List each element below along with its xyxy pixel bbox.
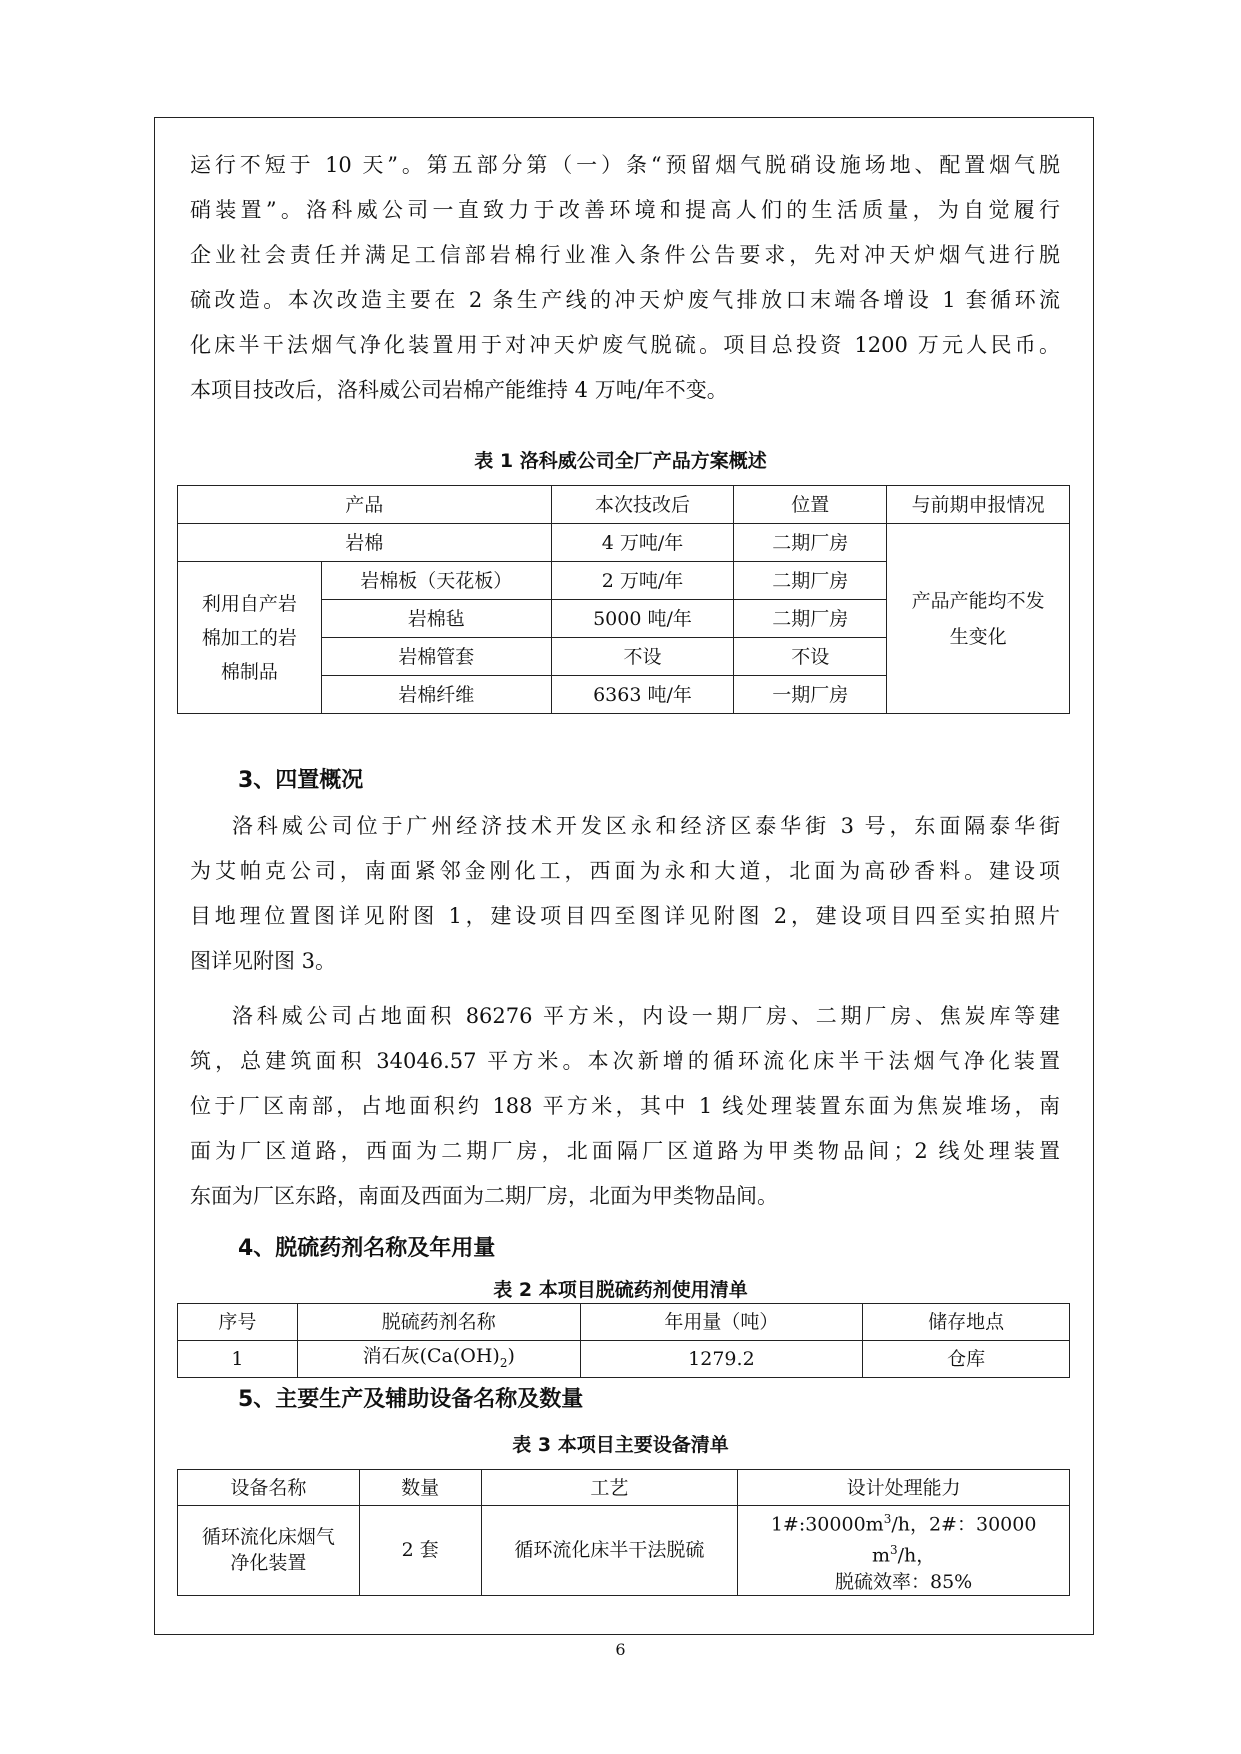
capacity-superscript: 3 [883, 1512, 892, 1526]
table1-caption: 表 1 洛科威公司全厂产品方案概述 [474, 450, 767, 472]
section3-paragraph-1 [190, 804, 1060, 984]
table-cell: 2 套 [359, 1506, 481, 1596]
table-header-cell: 设备名称 [178, 1470, 360, 1506]
text-line: 东面为厂区东路，南面及西面为二期厂房，北面为甲类物品间。 [190, 1184, 778, 1208]
text-line: 位于厂区南部，占地面积约 188 平方米，其中 1 线处理装置东面为焦炭堆场，南 [190, 1094, 1060, 1118]
table-header-cell: 本次技改后 [551, 486, 734, 524]
equipment-table [177, 1469, 1070, 1596]
table-cell: 1 [178, 1341, 298, 1378]
section4-heading: 4、脱硫药剂名称及年用量 [238, 1236, 496, 1261]
intro-paragraph [190, 143, 1060, 413]
table-cell: 一期厂房 [734, 676, 887, 714]
table-row [178, 1341, 1070, 1378]
table3-caption: 表 3 本项目主要设备清单 [512, 1434, 729, 1456]
table-cell-agent [297, 1341, 580, 1378]
table-header-row [178, 486, 1070, 524]
agent-name: 消石灰(Ca(OH) [362, 1344, 500, 1367]
section5-heading: 5、主要生产及辅助设备名称及数量 [238, 1387, 584, 1412]
text-line: 目地理位置图详见附图 1，建设项目四至图详见附图 2，建设项目四至实拍照片 [190, 904, 1060, 928]
table-header-row [178, 1304, 1070, 1341]
table-cell: 二期厂房 [734, 562, 887, 600]
text-line: 洛科威公司占地面积 86276 平方米，内设一期厂房、二期厂房、焦炭库等建 [232, 1004, 1060, 1028]
table-header-cell: 数量 [359, 1470, 481, 1506]
equipment-name-line: 循环流化床烟气 [201, 1526, 335, 1549]
table-cell: 4 万吨/年 [551, 524, 734, 562]
table-cell: 6363 吨/年 [551, 676, 734, 714]
table-header-cell: 位置 [734, 486, 887, 524]
table-cell: 岩棉毡 [321, 600, 551, 638]
table-header-cell: 与前期申报情况 [887, 486, 1070, 524]
table-cell-group [178, 562, 322, 714]
text-line: 运行不短于 10 天”。第五部分第（一）条“预留烟气脱硝设施场地、配置烟气脱 [190, 153, 1060, 177]
table-cell-capacity [738, 1506, 1070, 1596]
text-line: 为艾帕克公司，南面紧邻金刚化工，西面为永和大道，北面为高砂香料。建设项 [190, 859, 1060, 883]
product-table [177, 485, 1070, 714]
group-label-line: 棉制品 [220, 660, 278, 683]
table-header-cell: 设计处理能力 [738, 1470, 1070, 1506]
group-label-line: 利用自产岩 [201, 592, 297, 615]
section3-paragraph-2 [190, 994, 1060, 1219]
table-row [178, 524, 1070, 562]
table-cell: 岩棉管套 [321, 638, 551, 676]
table2-caption: 表 2 本项目脱硫药剂使用清单 [493, 1279, 748, 1301]
table-cell: 5000 吨/年 [551, 600, 734, 638]
capacity-text: 1#:30000m [770, 1513, 884, 1536]
desulfurizer-table [177, 1303, 1070, 1378]
table-header-row [178, 1470, 1070, 1506]
capacity-superscript: 3 [889, 1543, 898, 1558]
text-line: 企业社会责任并满足工信部岩棉行业准入条件公告要求，先对冲天炉烟气进行脱 [190, 243, 1060, 267]
table-cell: 循环流化床半干法脱硫 [481, 1506, 738, 1596]
remark-line: 产品产能均不发 [911, 589, 1045, 612]
table-cell: 二期厂房 [734, 524, 887, 562]
page-number: 6 [615, 1640, 626, 1659]
text-line: 筑，总建筑面积 34046.57 平方米。本次新增的循环流化床半干法烟气净化装置 [190, 1049, 1060, 1073]
text-line: 洛科威公司位于广州经济技术开发区永和经济区泰华街 3 号，东面隔泰华街 [232, 814, 1060, 838]
table-cell: 仓库 [863, 1341, 1070, 1378]
table-cell: 1279.2 [580, 1341, 863, 1378]
text-line: 本项目技改后，洛科威公司岩棉产能维持 4 万吨/年不变。 [190, 378, 728, 402]
section3-heading: 3、四置概况 [238, 768, 364, 793]
table-cell: 二期厂房 [734, 600, 887, 638]
group-label-line: 棉加工的岩 [201, 626, 297, 649]
table-cell-equipment-name [178, 1506, 360, 1596]
table-cell: 不设 [551, 638, 734, 676]
table-header-cell: 年用量（吨） [580, 1304, 863, 1341]
table-cell: 岩棉板（天花板） [321, 562, 551, 600]
text-line: 化床半干法烟气净化装置用于对冲天炉废气脱硫。项目总投资 1200 万元人民币。 [190, 333, 1060, 357]
table-cell: 不设 [734, 638, 887, 676]
capacity-text: /h，2#：30000 m [871, 1513, 1037, 1567]
table-row [178, 1506, 1070, 1596]
text-line: 图详见附图 3。 [190, 949, 337, 973]
agent-name-tail: ) [507, 1344, 515, 1367]
text-line: 硫改造。本次改造主要在 2 条生产线的冲天炉废气排放口末端各增设 1 套循环流 [190, 288, 1060, 312]
text-line: 面为厂区道路，西面为二期厂房，北面隔厂区道路为甲类物品间；2 线处理装置 [190, 1139, 1060, 1163]
table-cell: 岩棉纤维 [321, 676, 551, 714]
capacity-text: /h， [897, 1544, 936, 1567]
table-cell: 2 万吨/年 [551, 562, 734, 600]
table-header-cell: 工艺 [481, 1470, 738, 1506]
efficiency-text: 脱硫效率：85% [835, 1570, 973, 1593]
table-header-cell: 储存地点 [863, 1304, 1070, 1341]
text-line: 硝装置”。洛科威公司一直致力于改善环境和提高人们的生活质量，为自觉履行 [190, 198, 1060, 222]
agent-subscript: 2 [499, 1355, 508, 1370]
table-cell-remark [887, 524, 1070, 714]
table-header-cell: 脱硫药剂名称 [297, 1304, 580, 1341]
remark-line: 生变化 [949, 625, 1007, 648]
table-header-cell: 序号 [178, 1304, 298, 1341]
table-cell: 岩棉 [178, 524, 552, 562]
table-header-cell: 产品 [178, 486, 552, 524]
equipment-name-line: 净化装置 [230, 1552, 307, 1575]
